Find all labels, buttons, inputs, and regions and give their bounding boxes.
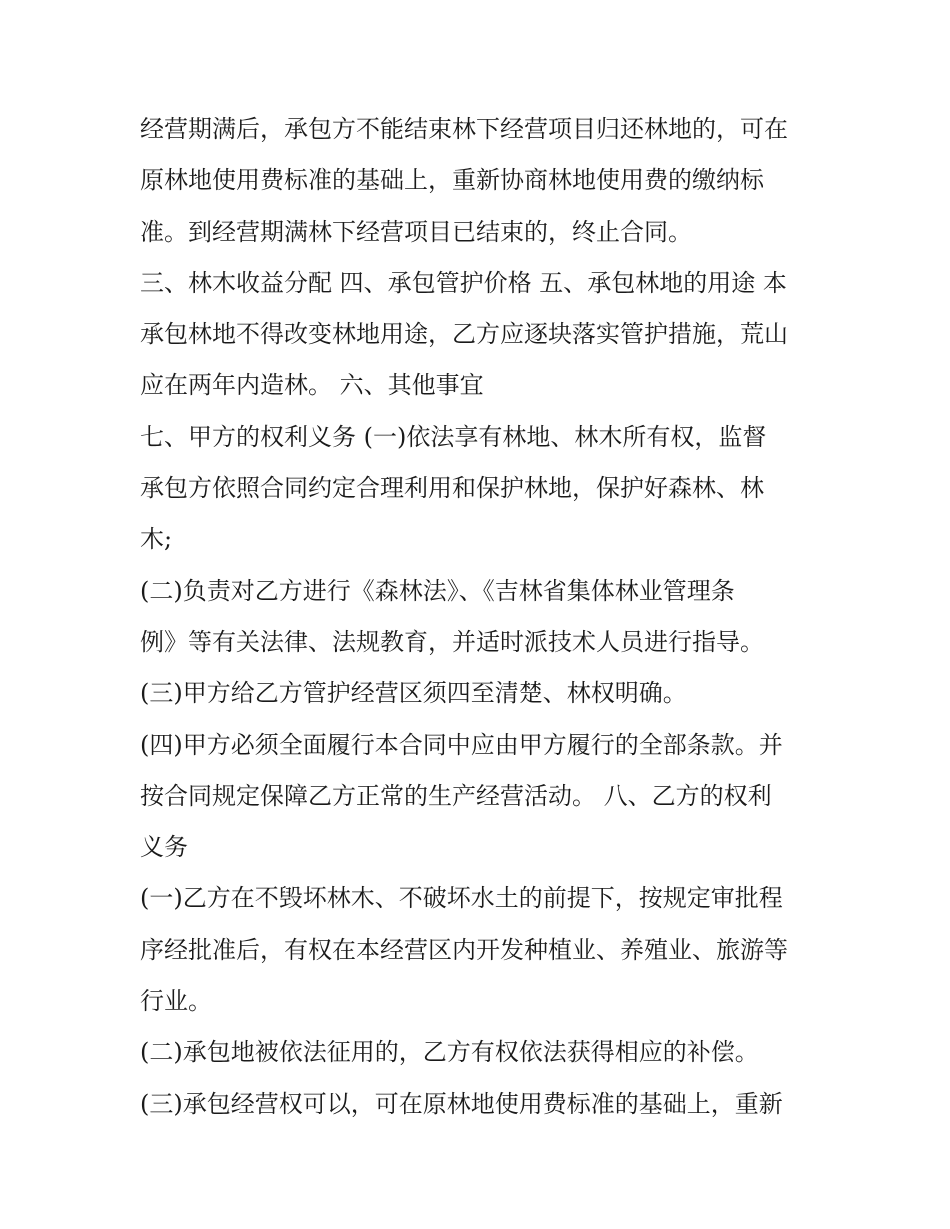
text-line: 承包方依照合同约定合理利用和保护林地，保护好森林、林 [140, 474, 764, 503]
text-line: (四)甲方必须全面履行本合同中应由甲方履行的全部条款。并 [140, 730, 783, 759]
text-line: 木; [140, 525, 173, 554]
text-line: (三)甲方给乙方管护经营区须四至清楚、林权明确。 [140, 679, 687, 708]
text-line: 义务 [140, 833, 188, 862]
text-line: 三、林木收益分配 四、承包管护价格 五、承包林地的用途 本 [140, 268, 787, 297]
text-line: 七、甲方的权利义务 (一)依法享有林地、林木所有权，监督 [140, 422, 767, 451]
text-line: 准。到经营期满林下经营项目已结束的，终止合同。 [140, 217, 692, 246]
text-line: (二)负责对乙方进行《森林法》、《吉林省集体林业管理条 [140, 576, 735, 605]
text-line: 按合同规定保障乙方正常的生产经营活动。 八、乙方的权利 [140, 781, 772, 810]
text-line: (一)乙方在不毁坏林木、不破坏水土的前提下，按规定审批程 [140, 884, 783, 913]
text-line: (二)承包地被依法征用的，乙方有权依法获得相应的补偿。 [140, 1038, 759, 1067]
text-line: 承包林地不得改变林地用途，乙方应逐块落实管护措施，荒山 [140, 320, 788, 349]
text-line: 序经批准后，有权在本经营区内开发种植业、养殖业、旅游等 [140, 935, 788, 964]
contract-body-text [140, 104, 820, 1130]
text-line: 应在两年内造林。 六、其他事宜 [140, 371, 484, 400]
text-line: 例》等有关法律、法规教育，并适时派技术人员进行指导。 [140, 627, 764, 656]
text-line: (三)承包经营权可以，可在原林地使用费标准的基础上，重新 [140, 1089, 783, 1118]
text-line: 行业。 [140, 987, 212, 1016]
text-line: 原林地使用费标准的基础上，重新协商林地使用费的缴纳标 [140, 166, 764, 195]
text-line: 经营期满后，承包方不能结束林下经营项目归还林地的，可在 [140, 115, 788, 143]
